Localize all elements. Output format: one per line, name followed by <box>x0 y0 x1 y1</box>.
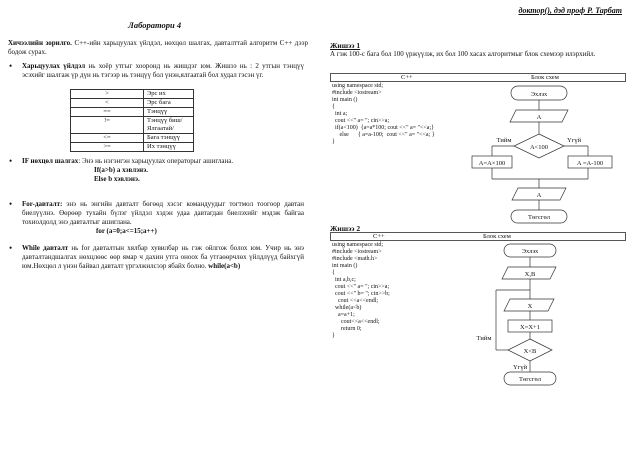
header-title: доктор(), дэд проф Р. Тарбат <box>518 6 622 15</box>
operator-row <box>71 117 194 134</box>
ex2-fc-no-label: Үгүй <box>512 364 528 371</box>
operator-row <box>71 90 194 99</box>
operator-row <box>71 99 194 108</box>
bullet-while-bold: While давталт <box>22 244 69 252</box>
bullet-if <box>9 156 304 184</box>
bullet-comparison-bold: Харьцуулах үйлдэл <box>22 62 86 70</box>
operator-description: Тэнцүү биш/Ялгаатай/ <box>144 117 194 134</box>
ex1-fc-end: Төгсгөл <box>528 214 550 221</box>
bullet-for-bold: For-давталт: <box>22 200 63 208</box>
ex1-fc-start: Эхлэх <box>530 91 548 98</box>
ex1-fc-cond: A<100 <box>529 144 549 151</box>
operators-table <box>70 89 194 152</box>
purpose-paragraph <box>8 39 308 57</box>
ex1-flowchart <box>470 82 630 232</box>
ex2-code: using namespace std; #include <iostream> #include <math.h> int main () { int a,b,c; cout <<" a= "; cin>>a; cout <<" b= "; cin>>b; cout <<a<<endl; while(a<b) a=a+1; cout<<a<<endl; return 0; } <box>332 242 390 339</box>
bullet-for-text: энэ нь энгийн давталт бөгөөд хэсэг командуудыг тогтмол тоогоор давтан биелүүлнэ. Өөрөөр тухайн бүлэг үйлдэл хэдэн удаа давтагдан биелэхийг мэдэж байгаа тохиолдолд энэ давталтыг ашиглана. <box>22 200 304 226</box>
lab-title: Лаборатори 4 <box>128 20 182 30</box>
ex2-fc-input: X,B <box>524 271 536 278</box>
ex1-header-row <box>330 73 626 82</box>
ex1-fc-left-label: A=A×100 <box>478 160 506 167</box>
ex1-description: А гэж 100-с бага бол 100 үржүүлж, их бол 100 хасах алгоритмыг блок схемээр илэрхийл. <box>330 50 596 58</box>
bullet-if-bold: IF нөхцөл шалгах <box>22 157 79 165</box>
bullet-while-end: while(a<b) <box>208 262 241 270</box>
ex1-col-block: Блок схем <box>531 74 559 81</box>
ex1-col-cpp: C++ <box>401 74 413 81</box>
ex1-fc-input: A <box>536 114 542 121</box>
ex2-flowchart <box>470 240 600 390</box>
operator-symbol: <= <box>71 134 144 143</box>
bullet-for <box>9 199 304 236</box>
ex2-title: Жишээ 2 <box>330 224 361 233</box>
operator-description: Тэнцүү <box>144 108 194 117</box>
bullet-while-text: нь for давталтын хялбар хувилбар нь гэж ойлгож болох юм. Учир нь энэ давталтандшалгах нөхцлөөс өөр ямар ч дахин утга оноох ба утгаөөрчлөх үйлдлүүд байхгүй юм.Нөхцөл л үнэн байвал давталт үргэлжилсээр ябайх болно. <box>22 244 304 270</box>
ex1-code: using namespace std; #include <iostream> int main () { int a; cout <<" a= "; cin>>a; if(a<100) {a=a*100; cout <<" a= "<<a;} else { a=a-100; cout <<" a= "<<a; } } <box>332 83 435 145</box>
bullet-dot-icon: • <box>9 243 13 253</box>
operator-symbol: > <box>71 90 144 99</box>
ex2-fc-start: Эхлэх <box>521 248 539 255</box>
ex2-col-cpp: C++ <box>373 233 385 240</box>
ex1-fc-no: Тийм <box>496 137 512 144</box>
operator-symbol: == <box>71 108 144 117</box>
bullet-comparison-text: нь хоёр утгыг хооронд нь жишдэг юм. Жишээ нь : 2 утгын тэнцүү эсэхийг шалгаж үр дүн нь тэгээр нь тэнцүү бол үнэн,ялгаатай бол худал гэсэн үг. <box>22 62 305 79</box>
bullet-dot-icon: • <box>9 199 13 209</box>
ex1-title: Жишээ 1 <box>330 41 361 50</box>
operator-symbol: >= <box>71 143 144 152</box>
ex2-fc-output: X <box>527 303 533 310</box>
bullet-while <box>9 243 304 271</box>
ex1-fc-yes: Үгүй <box>566 137 582 144</box>
ex2-fc-assign: X=X+1 <box>520 324 540 331</box>
ex1-fc-right-label: A =A-100 <box>576 160 604 167</box>
operator-row <box>71 108 194 117</box>
bullet-comparison <box>9 61 305 80</box>
else-example-line: Else b хэвлэнэ. <box>94 175 140 183</box>
purpose-text: C++-ийн харьцуулах үйлдэл, нөхцөл шалгах, давталттай алгоритм C++ дээр бодож сурах. <box>8 39 308 56</box>
bullet-dot-icon: • <box>9 156 13 166</box>
ex2-col-block: Блок схем <box>483 233 511 240</box>
for-example-line: for (a=0;a<=15;a++) <box>96 227 157 235</box>
ex2-fc-yes-label: Тийм <box>476 335 492 342</box>
operator-description: Эрс бага <box>144 99 194 108</box>
operator-symbol: < <box>71 99 144 108</box>
operator-symbol: != <box>71 117 144 134</box>
operator-description: Их тэнцүү <box>144 143 194 152</box>
bullet-dot-icon: • <box>9 61 13 71</box>
bullet-if-text: : Энэ нь нэгэнгэн харьцуулах операторыг ашиглана. <box>78 157 234 165</box>
operator-row <box>71 143 194 152</box>
ex2-fc-cond: X<B <box>523 348 537 355</box>
ex2-fc-end: Төгсгөл <box>519 376 541 383</box>
operator-description: Эрс их <box>144 90 194 99</box>
if-example-line: If(a>b) a хэвлэнэ. <box>94 166 148 174</box>
operator-row <box>71 134 194 143</box>
operator-description: Бага тэнцүү <box>144 134 194 143</box>
purpose-label: Хичээлийн зорилго. <box>8 39 72 47</box>
ex1-fc-output: A <box>536 192 542 199</box>
